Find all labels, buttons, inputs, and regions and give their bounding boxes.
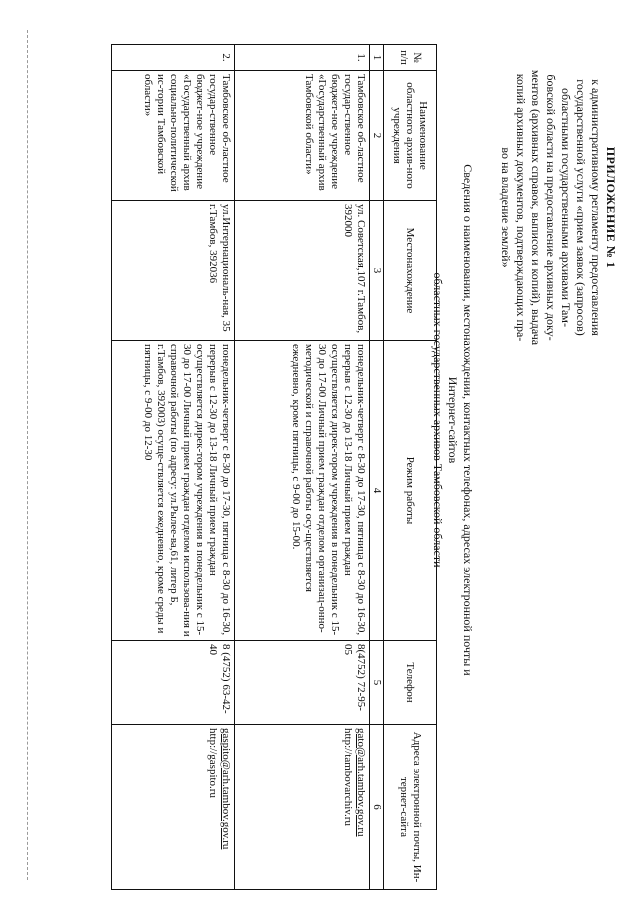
row-number: 1. [235,45,370,71]
column-number: 4 [370,341,384,641]
column-number: 5 [370,641,384,725]
archive-address: ул.Интернациональ-ная, 35 г.Тамбов, 392036 [112,201,235,341]
table-header-row [384,45,437,890]
appendix-line: областными государственными архивами Там- [559,88,573,327]
header-email-site: Адреса электронной почты, Ин-тернет-сайта [384,725,437,890]
table-row [112,45,235,890]
archive-address: ул. Советская,107 г.Тамбов, 392000 [235,201,370,341]
email-link[interactable]: gaspito@arh.tambov.gov.ru [220,728,232,850]
archive-contacts [235,725,370,890]
column-numbers-row [370,45,384,890]
appendix-line: бовской области на предоставление архивных доку- [544,74,558,341]
appendix-block [498,10,618,405]
archive-contacts [112,725,235,890]
header-phone: Телефон [384,641,437,725]
appendix-line: во на владение землей» [499,147,513,268]
archive-phone: 8(4752) 72-95-05 [235,641,370,725]
header-address: Местонахождение [384,201,437,341]
header-schedule: Режим работы [384,341,437,641]
appendix-line: ментов (архивных справок, выписок и копий), выдача [529,69,543,346]
archive-schedule: понедельник-четверг с 8-30 до 17-30, пятница с 8-30 до 16-30, перерыв с 12-30 до 13-18 Личный прием граждан осуществляется дирек-тором учреждения в понедельник с 15-30 до 17-00 Личный прием граждан отделом использова-ния и справочной работы (по адресу: ул.Рылее-ва,61, литер Б, г.Тамбов, 392003) осуще-ствляется ежедневно, кроме среды и пятницы, с 9-00 до 12-30 [112,341,235,641]
appendix-line: копий архивных документов, подтверждающих пра- [514,73,528,342]
header-name: Наименование областного архив-ного учреждения [384,71,437,201]
row-number: 2. [112,45,235,71]
caption-line-1: Сведения о наименовании, местонахождении, контактных телефонах, адресах электронной почты и Интернет-сайтов [446,164,475,676]
archive-schedule: понедельник-четверг с 8-30 до 17-30, пятница с 8-30 до 16-30, перерыв с 12-30 до 13-18 Личный прием граждан осуществляется дирек-тором учреждения в понедельник с 15-30 до 17-00 Личный прием граждан отделом организац-онно-методической и справочной работы осу-ществляется ежедневно, кроме пятницы, с 9-00 до 15-00. [235,341,370,641]
column-number: 3 [370,201,384,341]
column-number: 2 [370,71,384,201]
appendix-title: ПРИЛОЖЕНИЕ № 1 [604,146,618,269]
email-link[interactable]: gato@arh.tambov.gov.ru [355,728,367,837]
site-link[interactable]: http://gaspito.ru [207,728,219,798]
appendix-line: к административному регламенту предоставления [589,79,603,336]
header-num: № п/п [384,45,437,71]
site-link[interactable]: http://tambovarchiv.ru [342,728,354,826]
caption-line-2: областных государственных архивов Тамбовской области [431,272,445,568]
table-row [235,45,370,890]
appendix-line: государственной услуги «прием заявок (запросов) [574,79,588,336]
archive-phone: 8 (4752) 63-42-40 [112,641,235,725]
archives-table [111,44,437,890]
scan-artifact-line [27,30,28,880]
column-number: 1 [370,45,384,71]
column-number: 6 [370,725,384,890]
archive-name: Тамбовское об-ластное государ-ственное бюджет-ное учреждение «Государственный архив социально-политической ис-тории Тамбовской области» [112,71,235,201]
archive-name: Тамбовское об-ластное государ-ственное бюджет-ное учреждение «Государственный архив Тамбовской области» [235,71,370,201]
